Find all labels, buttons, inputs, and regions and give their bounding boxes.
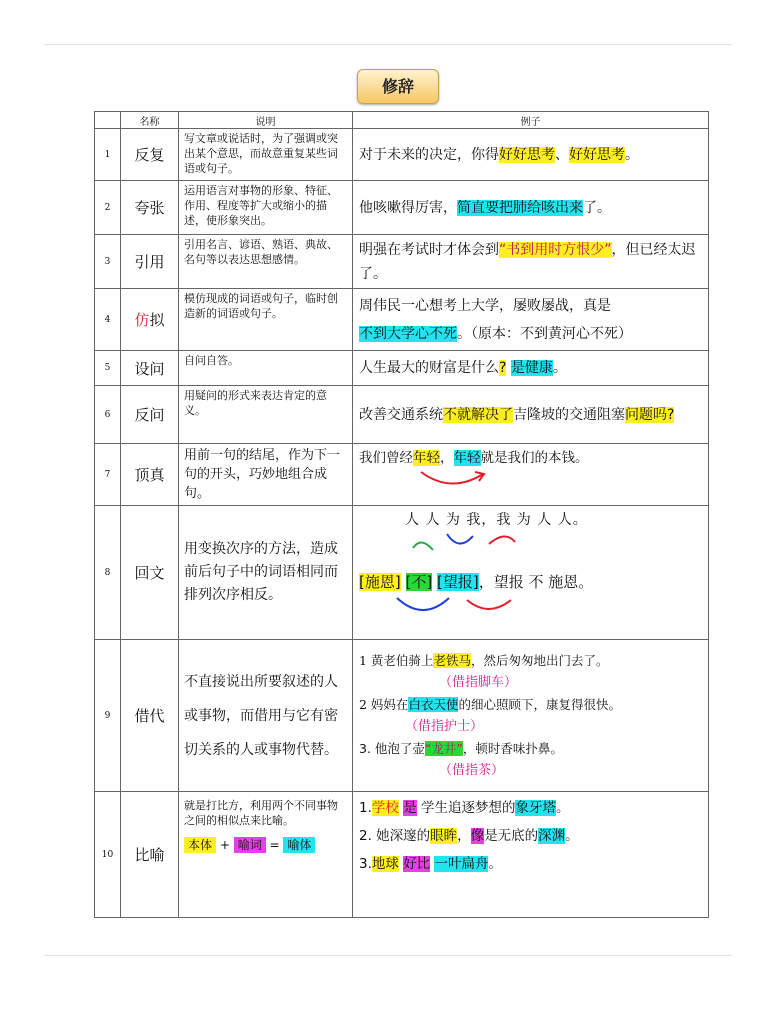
- row-number: 10: [95, 792, 121, 918]
- row-name: 反问: [121, 386, 179, 444]
- row-name: 回文: [121, 506, 179, 640]
- table-header-row: [95, 112, 709, 129]
- row-description: 用前一句的结尾，作为下一句的开头，巧妙地组合成句。: [179, 444, 353, 506]
- row-number: 6: [95, 386, 121, 444]
- swap-arrows-top: [409, 532, 559, 554]
- row-example: 明强在考试时才体会到“书到用时方恨少”，但已经太迟了。: [353, 235, 709, 289]
- row-name: 仿拟: [121, 289, 179, 351]
- row-description: 引用名言、谚语、熟语、典故、名句等以表达思想感情。: [179, 235, 353, 289]
- link-arrow: [411, 470, 531, 490]
- row-number: 3: [95, 235, 121, 289]
- bottom-divider: [44, 955, 732, 956]
- row-number: 2: [95, 181, 121, 235]
- row-example: 我们曾经年轻，年轻就是我们的本钱。: [353, 444, 709, 506]
- row-example: 人生最大的财富是什么? 是健康。: [353, 351, 709, 386]
- table-row: [95, 386, 709, 444]
- row-example: 他咳嗽得厉害，简直要把肺给咳出来了。: [353, 181, 709, 235]
- row-description: 模仿现成的词语或句子，临时创造新的词语或句子。: [179, 289, 353, 351]
- header-number: [95, 112, 121, 129]
- row-description: 写文章或说话时，为了强调或突出某个意思，而故意重复某些词语或句子。: [179, 129, 353, 181]
- table-row: [95, 181, 709, 235]
- row-description: 不直接说出所要叙述的人或事物，而借用与它有密切关系的人或事物代替。: [179, 640, 353, 792]
- row-number: 5: [95, 351, 121, 386]
- row-example: 1.学校 是 学生追逐梦想的象牙塔。 2. 她深邃的眼眸，像是无底的深渊。 3.地球 好比 一叶扁舟。: [353, 792, 709, 918]
- row-example: 人 人 为 我，我 为 人 人。 [施恩] [不] [望报]，望报 不 施恩。: [353, 506, 709, 640]
- row-name: 反复: [121, 129, 179, 181]
- row-description: 运用语言对事物的形象、特征、作用、程度等扩大或缩小的描述，使形象突出。: [179, 181, 353, 235]
- header-name: 名称: [121, 112, 179, 129]
- table-row: [95, 792, 709, 918]
- table-row: [95, 129, 709, 181]
- row-description: 自问自答。: [179, 351, 353, 386]
- table-row: [95, 640, 709, 792]
- row-example: 周伟民一心想考上大学，屡败屡战，真是 不到大学心不死。（原本：不到黄河心不死）: [353, 289, 709, 351]
- top-divider: [44, 44, 732, 45]
- page-title: 修辞: [357, 69, 439, 104]
- header-example: 例子: [353, 112, 709, 129]
- row-number: 9: [95, 640, 121, 792]
- rhetoric-table: [94, 111, 709, 918]
- header-description: 说明: [179, 112, 353, 129]
- row-number: 1: [95, 129, 121, 181]
- row-name: 借代: [121, 640, 179, 792]
- row-description: 用变换次序的方法，造成前后句子中的词语相同而排列次序相反。: [179, 506, 353, 640]
- row-example: 1 黄老伯骑上老铁马，然后匆匆地出门去了。 （借指脚车） 2 妈妈在白衣天使的细心照顾下，康复得很快。 （借指护士） 3. 他泡了壶“龙井”，顿时香味扑鼻。 （借指茶）: [353, 640, 709, 792]
- row-name: 设问: [121, 351, 179, 386]
- table-row: [95, 506, 709, 640]
- table-row: [95, 351, 709, 386]
- row-name: 夸张: [121, 181, 179, 235]
- row-number: 7: [95, 444, 121, 506]
- swap-arrows-bottom: [393, 594, 543, 620]
- row-description: 用疑问的形式来表达肯定的意义。: [179, 386, 353, 444]
- metaphor-formula: 本体 + 喻词 = 喻体: [184, 838, 347, 853]
- row-number: 8: [95, 506, 121, 640]
- table-row: [95, 235, 709, 289]
- row-description: 就是打比方，利用两个不同事物之间的相似点来比喻。 本体 + 喻词 = 喻体: [179, 792, 353, 918]
- row-name: 顶真: [121, 444, 179, 506]
- row-example: 改善交通系统不就解决了吉隆坡的交通阻塞问题吗?: [353, 386, 709, 444]
- table-row: [95, 444, 709, 506]
- table-row: [95, 289, 709, 351]
- row-example: 对于未来的决定，你得好好思考、好好思考。: [353, 129, 709, 181]
- row-name: 引用: [121, 235, 179, 289]
- row-name: 比喻: [121, 792, 179, 918]
- row-number: 4: [95, 289, 121, 351]
